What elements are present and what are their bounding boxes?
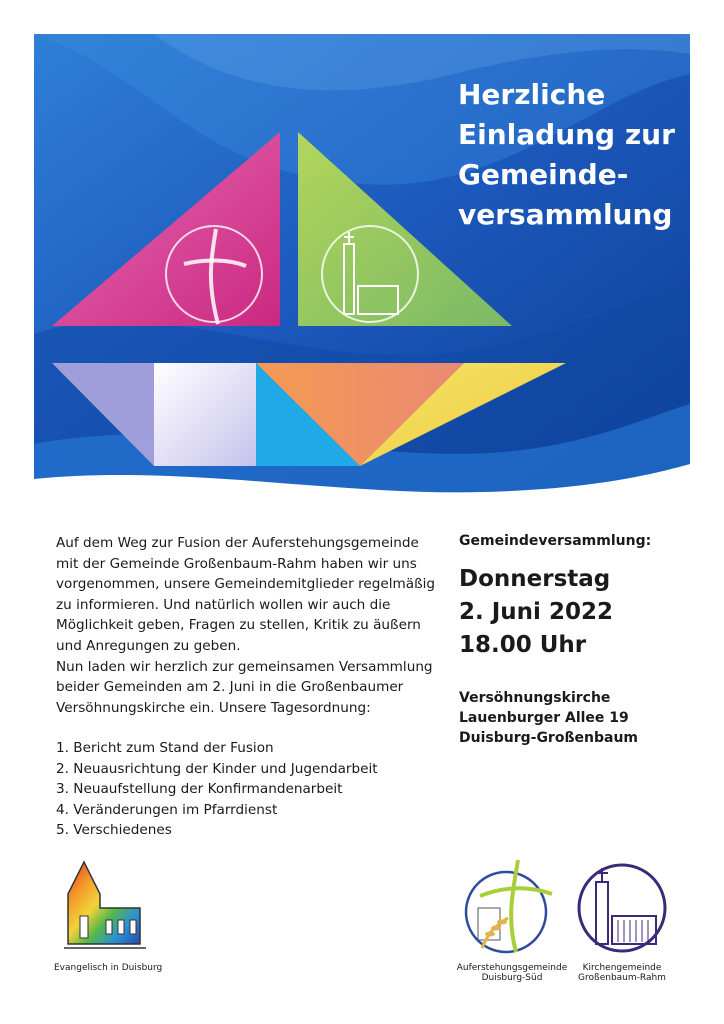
intro-line: Möglichkeit geben, Fragen zu stellen, Kritik zu äußern (56, 617, 421, 634)
location-church: Versöhnungskirche (459, 690, 611, 706)
event-datetime (459, 563, 709, 662)
intro-line: und Anregungen zu geben. (56, 637, 241, 654)
event-time: 18.00 Uhr (459, 632, 587, 658)
right-caption-line-1: Kirchengemeinde (582, 963, 662, 973)
mid-logo-caption (452, 963, 572, 983)
title-line-1: Herzliche (458, 78, 606, 111)
intro-line: Auf dem Weg zur Fusion der Auferstehungsgemeinde (56, 535, 419, 551)
intro-line: vorgenommen, unsere Gemeindemitglieder regelmäßig (56, 576, 436, 593)
agenda-item: 1. Bericht zum Stand der Fusion (56, 740, 274, 756)
title-line-4: versammlung (458, 198, 673, 231)
location-city: Duisburg-Großenbaum (459, 730, 639, 746)
event-day: Donnerstag (459, 566, 611, 592)
intro-line: beider Gemeinden am 2. Juni in die Großenbaumer (56, 679, 404, 696)
event-details (459, 533, 709, 748)
event-date: 2. Juni 2022 (459, 599, 613, 625)
intro-line: Nun laden wir herzlich zur gemeinsamen Versammlung (56, 658, 433, 675)
right-logo-caption (570, 963, 674, 983)
intro-line: zu informieren. Und natürlich wollen wir auch die (56, 596, 391, 613)
intro-text (56, 533, 436, 718)
agenda-item: 2. Neuausrichtung der Kinder und Jugendarbeit (56, 760, 378, 777)
agenda-list (56, 738, 436, 841)
event-location (459, 688, 709, 748)
church-logo-icon (62, 856, 150, 956)
event-heading: Gemeindeversammlung: (459, 533, 652, 549)
church-tower-logo-icon (574, 860, 670, 956)
intro-line: Versöhnungskirche ein. Unsere Tagesordnung: (56, 699, 371, 716)
invitation-title (458, 75, 698, 235)
mid-caption-line-1: Auferstehungsgemeinde (456, 963, 568, 973)
left-logo-caption: Evangelisch in Duisburg (54, 963, 163, 973)
location-street: Lauenburger Allee 19 (459, 710, 629, 726)
intro-line: mit der Gemeinde Großenbaum-Rahm haben wir uns (56, 555, 417, 572)
agenda-item: 3. Neuaufstellung der Konfirmandenarbeit (56, 781, 343, 798)
title-line-3: Gemeinde- (458, 158, 629, 191)
right-caption-line-2: Großenbaum-Rahm (578, 973, 666, 983)
agenda-item: 4. Veränderungen im Pfarrdienst (56, 801, 278, 818)
agenda-item: 5. Verschiedenes (56, 822, 172, 839)
title-line-2: Einladung zur (458, 118, 675, 151)
cross-wheat-logo-icon (460, 856, 556, 956)
mid-caption-line-2: Duisburg-Süd (481, 973, 543, 983)
